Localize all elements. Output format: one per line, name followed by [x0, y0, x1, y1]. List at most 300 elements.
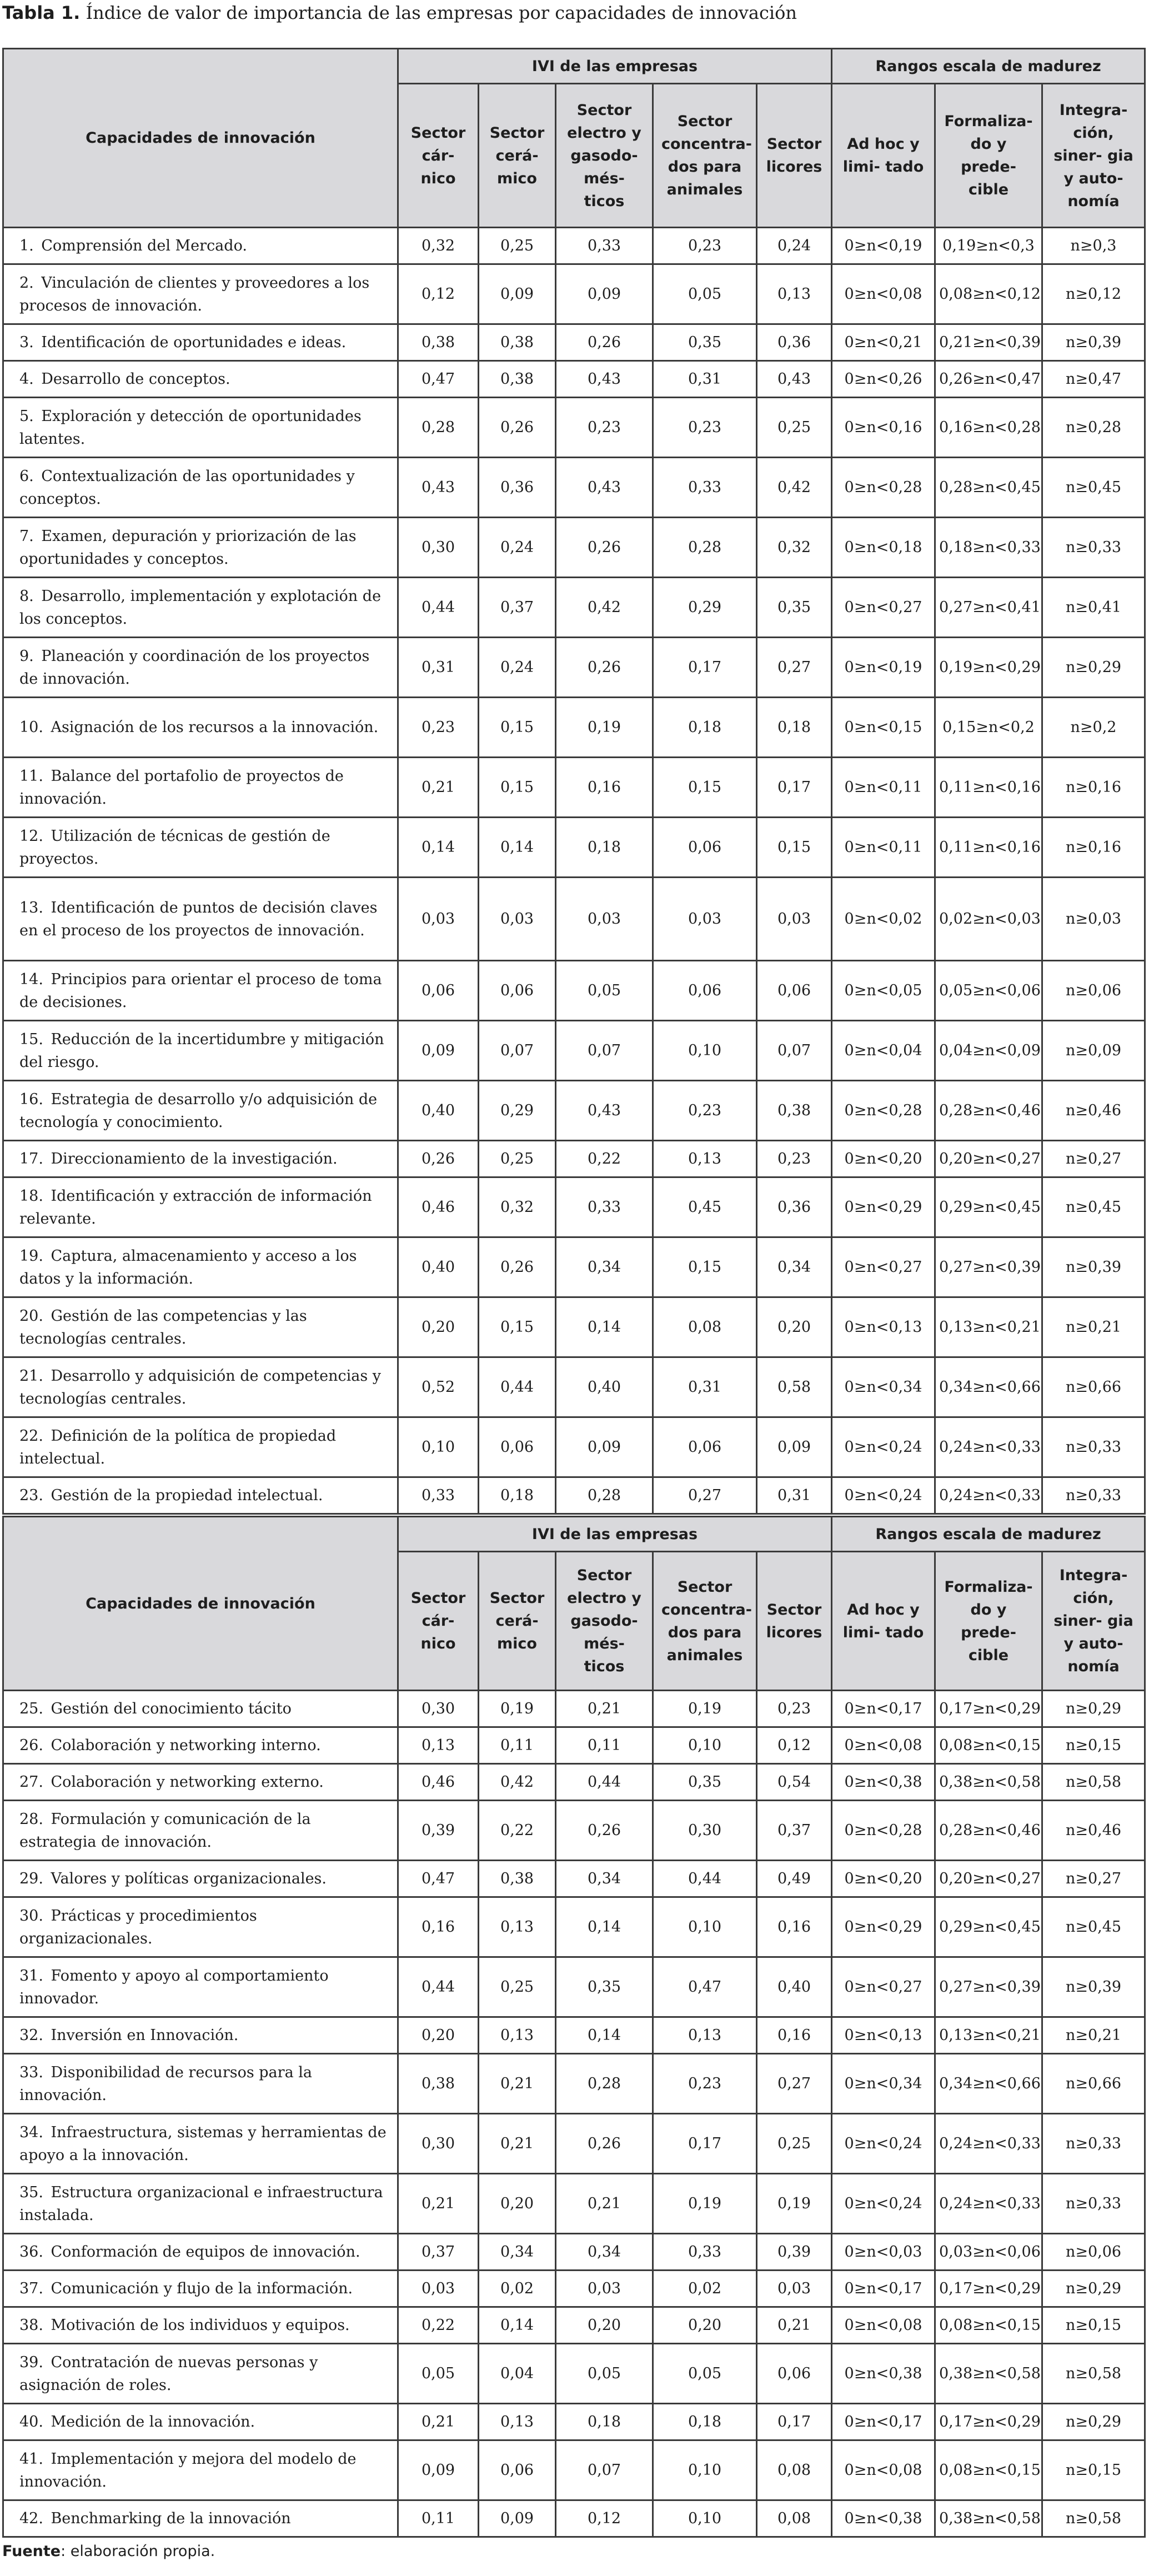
- table-row: [3, 2174, 1145, 2234]
- cell-capacidad: 31. Fomento y apoyo al comportamiento innovador.: [3, 1957, 398, 2017]
- table-row: [3, 878, 1145, 961]
- cell-sector-licores: 0,19: [757, 2174, 832, 2234]
- cell-capacidad: 6. Contextualización de las oportunidades y conceptos.: [3, 458, 398, 518]
- cell-sector-licores: 0,27: [757, 2054, 832, 2114]
- table-row: [3, 1764, 1145, 1801]
- cell-sector-concentrados: 0,29: [653, 578, 757, 638]
- cell-sector-concentrados: 0,15: [653, 758, 757, 818]
- cell-formalizado: 0,28≥n<0,46: [935, 1081, 1042, 1141]
- cell-ad-hoc: 0≥n<0,04: [832, 1021, 935, 1081]
- cell-sector-carnico: 0,03: [398, 2271, 479, 2307]
- cell-sector-carnico: 0,31: [398, 638, 479, 698]
- cell-ad-hoc: 0≥n<0,34: [832, 2054, 935, 2114]
- header-sector-carnico: Sector cár- nico: [398, 84, 479, 228]
- cell-sector-licores: 0,17: [757, 2404, 832, 2440]
- cell-ad-hoc: 0≥n<0,24: [832, 2174, 935, 2234]
- cell-ad-hoc: 0≥n<0,27: [832, 1957, 935, 2017]
- cell-ad-hoc: 0≥n<0,38: [832, 1764, 935, 1801]
- cell-sector-electro: 0,21: [556, 1691, 653, 1727]
- cell-formalizado: 0,04≥n<0,09: [935, 1021, 1042, 1081]
- cell-sector-ceramico: 0,25: [479, 1957, 556, 2017]
- cell-sector-electro: 0,09: [556, 264, 653, 324]
- cell-formalizado: 0,38≥n<0,58: [935, 2344, 1042, 2404]
- cell-capacidad: 30. Prácticas y procedimientos organizacionales.: [3, 1897, 398, 1957]
- cell-formalizado: 0,15≥n<0,2: [935, 698, 1042, 758]
- cell-sector-carnico: 0,43: [398, 458, 479, 518]
- cell-sector-electro: 0,14: [556, 2017, 653, 2054]
- cell-ad-hoc: 0≥n<0,20: [832, 1141, 935, 1177]
- cell-formalizado: 0,20≥n<0,27: [935, 1861, 1042, 1897]
- cell-formalizado: 0,34≥n<0,66: [935, 2054, 1042, 2114]
- cell-formalizado: 0,08≥n<0,15: [935, 2307, 1042, 2344]
- cell-sector-ceramico: 0,06: [479, 2440, 556, 2500]
- cell-integracion: n≥0,33: [1042, 2174, 1145, 2234]
- cell-sector-electro: 0,11: [556, 1727, 653, 1764]
- cell-formalizado: 0,08≥n<0,15: [935, 1727, 1042, 1764]
- cell-ad-hoc: 0≥n<0,26: [832, 361, 935, 398]
- cell-sector-electro: 0,14: [556, 1297, 653, 1357]
- cell-integracion: n≥0,45: [1042, 1897, 1145, 1957]
- cell-sector-electro: 0,43: [556, 361, 653, 398]
- cell-integracion: n≥0,29: [1042, 638, 1145, 698]
- cell-sector-electro: 0,09: [556, 1417, 653, 1477]
- table-row: [3, 458, 1145, 518]
- cell-sector-carnico: 0,22: [398, 2307, 479, 2344]
- table-row: [3, 758, 1145, 818]
- cell-sector-licores: 0,25: [757, 2114, 832, 2174]
- cell-formalizado: 0,38≥n<0,58: [935, 1764, 1042, 1801]
- cell-integracion: n≥0,33: [1042, 1477, 1145, 1514]
- cell-formalizado: 0,13≥n<0,21: [935, 1297, 1042, 1357]
- cell-integracion: n≥0,47: [1042, 361, 1145, 398]
- cell-sector-concentrados: 0,10: [653, 1727, 757, 1764]
- table-row: [3, 1727, 1145, 1764]
- cell-sector-electro: 0,03: [556, 2271, 653, 2307]
- source-text: : elaboración propia.: [61, 2543, 215, 2560]
- cell-sector-electro: 0,20: [556, 2307, 653, 2344]
- cell-integracion: n≥0,16: [1042, 818, 1145, 878]
- cell-sector-concentrados: 0,47: [653, 1957, 757, 2017]
- cell-sector-electro: 0,33: [556, 1177, 653, 1237]
- cell-sector-carnico: 0,16: [398, 1897, 479, 1957]
- table-row: [3, 1357, 1145, 1417]
- cell-sector-ceramico: 0,09: [479, 2500, 556, 2537]
- cell-integracion: n≥0,58: [1042, 2344, 1145, 2404]
- cell-capacidad: 12. Utilización de técnicas de gestión de proyectos.: [3, 818, 398, 878]
- cell-sector-electro: 0,18: [556, 818, 653, 878]
- cell-sector-carnico: 0,32: [398, 228, 479, 264]
- cell-sector-ceramico: 0,21: [479, 2054, 556, 2114]
- cell-ad-hoc: 0≥n<0,24: [832, 1477, 935, 1514]
- cell-ad-hoc: 0≥n<0,08: [832, 2307, 935, 2344]
- cell-sector-concentrados: 0,06: [653, 1417, 757, 1477]
- cell-integracion: n≥0,15: [1042, 2307, 1145, 2344]
- cell-sector-carnico: 0,06: [398, 961, 479, 1021]
- cell-formalizado: 0,11≥n<0,16: [935, 818, 1042, 878]
- cell-sector-electro: 0,43: [556, 1081, 653, 1141]
- cell-sector-ceramico: 0,36: [479, 458, 556, 518]
- cell-sector-ceramico: 0,25: [479, 228, 556, 264]
- table-row: [3, 2344, 1145, 2404]
- cell-sector-ceramico: 0,15: [479, 758, 556, 818]
- cell-integracion: n≥0,15: [1042, 2440, 1145, 2500]
- cell-sector-ceramico: 0,26: [479, 398, 556, 458]
- cell-sector-concentrados: 0,45: [653, 1177, 757, 1237]
- cell-capacidad: 13. Identificación de puntos de decisión claves en el proceso de los proyectos de innovación.: [3, 878, 398, 961]
- cell-sector-carnico: 0,46: [398, 1177, 479, 1237]
- cell-sector-licores: 0,12: [757, 1727, 832, 1764]
- header-rangos-group: Rangos escala de madurez: [832, 49, 1145, 84]
- cell-formalizado: 0,28≥n<0,45: [935, 458, 1042, 518]
- cell-sector-licores: 0,08: [757, 2440, 832, 2500]
- cell-formalizado: 0,27≥n<0,39: [935, 1957, 1042, 2017]
- cell-integracion: n≥0,39: [1042, 1237, 1145, 1297]
- cell-sector-licores: 0,58: [757, 1357, 832, 1417]
- header-sector-electro: Sector electro y gasodo- més- ticos: [556, 84, 653, 228]
- cell-sector-licores: 0,07: [757, 1021, 832, 1081]
- caption-text: Índice de valor de importancia de las empresas por capacidades de innovación: [86, 2, 797, 23]
- cell-capacidad: 39. Contratación de nuevas personas y asignación de roles.: [3, 2344, 398, 2404]
- cell-sector-carnico: 0,09: [398, 1021, 479, 1081]
- cell-sector-concentrados: 0,27: [653, 1477, 757, 1514]
- cell-sector-ceramico: 0,13: [479, 2404, 556, 2440]
- table-row: [3, 698, 1145, 758]
- cell-sector-concentrados: 0,03: [653, 878, 757, 961]
- cell-sector-licores: 0,54: [757, 1764, 832, 1801]
- cell-capacidad: 40. Medición de la innovación.: [3, 2404, 398, 2440]
- cell-sector-electro: 0,21: [556, 2174, 653, 2234]
- cell-sector-electro: 0,14: [556, 1897, 653, 1957]
- cell-sector-ceramico: 0,32: [479, 1177, 556, 1237]
- table-row: [3, 638, 1145, 698]
- table-row: [3, 2500, 1145, 2537]
- cell-integracion: n≥0,28: [1042, 398, 1145, 458]
- cell-integracion: n≥0,21: [1042, 2017, 1145, 2054]
- cell-sector-licores: 0,03: [757, 878, 832, 961]
- header-sector-concentrados: Sector concentra- dos para animales: [653, 84, 757, 228]
- cell-sector-carnico: 0,28: [398, 398, 479, 458]
- cell-ad-hoc: 0≥n<0,24: [832, 1417, 935, 1477]
- cell-sector-ceramico: 0,25: [479, 1141, 556, 1177]
- cell-integracion: n≥0,41: [1042, 578, 1145, 638]
- table-row: [3, 1861, 1145, 1897]
- cell-ad-hoc: 0≥n<0,27: [832, 1237, 935, 1297]
- cell-ad-hoc: 0≥n<0,28: [832, 1801, 935, 1861]
- header-ivi-group: IVI de las empresas: [398, 49, 832, 84]
- cell-capacidad: 16. Estrategia de desarrollo y/o adquisición de tecnología y conocimiento.: [3, 1081, 398, 1141]
- cell-sector-ceramico: 0,11: [479, 1727, 556, 1764]
- cell-integracion: n≥0,15: [1042, 1727, 1145, 1764]
- table-row: [3, 1477, 1145, 1514]
- cell-sector-carnico: 0,47: [398, 1861, 479, 1897]
- cell-sector-ceramico: 0,18: [479, 1477, 556, 1514]
- table-row: [3, 1957, 1145, 2017]
- cell-integracion: n≥0,66: [1042, 1357, 1145, 1417]
- table-row: [3, 2307, 1145, 2344]
- header-sector-licores: Sector licores: [757, 84, 832, 228]
- cell-capacidad: 17. Direccionamiento de la investigación.: [3, 1141, 398, 1177]
- cell-formalizado: 0,34≥n<0,66: [935, 1357, 1042, 1417]
- cell-sector-ceramico: 0,07: [479, 1021, 556, 1081]
- cell-formalizado: 0,21≥n<0,39: [935, 324, 1042, 361]
- cell-sector-licores: 0,24: [757, 228, 832, 264]
- cell-sector-concentrados: 0,08: [653, 1297, 757, 1357]
- cell-ad-hoc: 0≥n<0,38: [832, 2500, 935, 2537]
- cell-ad-hoc: 0≥n<0,17: [832, 2404, 935, 2440]
- cell-capacidad: 7. Examen, depuración y priorización de las oportunidades y conceptos.: [3, 518, 398, 578]
- cell-integracion: n≥0,03: [1042, 878, 1145, 961]
- table-row: [3, 1417, 1145, 1477]
- cell-sector-electro: 0,34: [556, 1237, 653, 1297]
- cell-integracion: n≥0,33: [1042, 2114, 1145, 2174]
- cell-ad-hoc: 0≥n<0,03: [832, 2234, 935, 2271]
- cell-integracion: n≥0,12: [1042, 264, 1145, 324]
- cell-sector-carnico: 0,33: [398, 1477, 479, 1514]
- cell-sector-ceramico: 0,44: [479, 1357, 556, 1417]
- header-formalizado: Formaliza- do y prede- cible: [935, 84, 1042, 228]
- caption-label: Tabla 1.: [2, 2, 81, 23]
- cell-sector-electro: 0,28: [556, 2054, 653, 2114]
- cell-formalizado: 0,17≥n<0,29: [935, 2271, 1042, 2307]
- cell-integracion: n≥0,29: [1042, 2404, 1145, 2440]
- header-capacidades: Capacidades de innovación: [3, 1517, 398, 1691]
- cell-formalizado: 0,19≥n<0,29: [935, 638, 1042, 698]
- cell-ad-hoc: 0≥n<0,08: [832, 1727, 935, 1764]
- cell-integracion: n≥0,29: [1042, 2271, 1145, 2307]
- cell-sector-electro: 0,07: [556, 2440, 653, 2500]
- cell-sector-ceramico: 0,38: [479, 361, 556, 398]
- cell-sector-concentrados: 0,15: [653, 1237, 757, 1297]
- cell-integracion: n≥0,45: [1042, 458, 1145, 518]
- cell-sector-concentrados: 0,30: [653, 1801, 757, 1861]
- table-row: [3, 1141, 1145, 1177]
- cell-integracion: n≥0,06: [1042, 961, 1145, 1021]
- cell-sector-licores: 0,36: [757, 1177, 832, 1237]
- table-row: [3, 2440, 1145, 2500]
- table-row: [3, 264, 1145, 324]
- cell-sector-ceramico: 0,21: [479, 2114, 556, 2174]
- cell-sector-electro: 0,44: [556, 1764, 653, 1801]
- table-row: [3, 2054, 1145, 2114]
- cell-integracion: n≥0,39: [1042, 324, 1145, 361]
- cell-sector-carnico: 0,39: [398, 1801, 479, 1861]
- cell-sector-electro: 0,34: [556, 2234, 653, 2271]
- cell-capacidad: 9. Planeación y coordinación de los proyectos de innovación.: [3, 638, 398, 698]
- cell-sector-carnico: 0,20: [398, 2017, 479, 2054]
- cell-capacidad: 1. Comprensión del Mercado.: [3, 228, 398, 264]
- cell-sector-ceramico: 0,14: [479, 818, 556, 878]
- cell-sector-concentrados: 0,19: [653, 2174, 757, 2234]
- cell-ad-hoc: 0≥n<0,11: [832, 818, 935, 878]
- cell-sector-ceramico: 0,42: [479, 1764, 556, 1801]
- cell-capacidad: 8. Desarrollo, implementación y explotación de los conceptos.: [3, 578, 398, 638]
- cell-formalizado: 0,18≥n<0,33: [935, 518, 1042, 578]
- cell-capacidad: 15. Reducción de la incertidumbre y mitigación del riesgo.: [3, 1021, 398, 1081]
- cell-sector-concentrados: 0,35: [653, 1764, 757, 1801]
- cell-integracion: n≥0,09: [1042, 1021, 1145, 1081]
- cell-sector-concentrados: 0,05: [653, 264, 757, 324]
- table-row: [3, 818, 1145, 878]
- cell-sector-concentrados: 0,28: [653, 518, 757, 578]
- cell-sector-ceramico: 0,37: [479, 578, 556, 638]
- header-sector-concentrados: Sector concentra- dos para animales: [653, 1552, 757, 1691]
- cell-sector-licores: 0,36: [757, 324, 832, 361]
- cell-sector-licores: 0,21: [757, 2307, 832, 2344]
- cell-formalizado: 0,29≥n<0,45: [935, 1897, 1042, 1957]
- cell-sector-electro: 0,35: [556, 1957, 653, 2017]
- cell-sector-licores: 0,09: [757, 1417, 832, 1477]
- cell-ad-hoc: 0≥n<0,29: [832, 1897, 935, 1957]
- cell-ad-hoc: 0≥n<0,13: [832, 1297, 935, 1357]
- cell-sector-licores: 0,03: [757, 2271, 832, 2307]
- cell-integracion: n≥0,58: [1042, 1764, 1145, 1801]
- cell-sector-licores: 0,17: [757, 758, 832, 818]
- cell-sector-concentrados: 0,23: [653, 398, 757, 458]
- cell-sector-electro: 0,23: [556, 398, 653, 458]
- cell-integracion: n≥0,2: [1042, 698, 1145, 758]
- cell-sector-carnico: 0,47: [398, 361, 479, 398]
- cell-sector-ceramico: 0,02: [479, 2271, 556, 2307]
- cell-sector-licores: 0,27: [757, 638, 832, 698]
- cell-sector-carnico: 0,12: [398, 264, 479, 324]
- cell-sector-carnico: 0,11: [398, 2500, 479, 2537]
- cell-capacidad: 3. Identificación de oportunidades e ideas.: [3, 324, 398, 361]
- cell-capacidad: 4. Desarrollo de conceptos.: [3, 361, 398, 398]
- cell-sector-carnico: 0,30: [398, 1691, 479, 1727]
- source-label: Fuente: [2, 2543, 61, 2560]
- cell-sector-carnico: 0,44: [398, 578, 479, 638]
- cell-sector-concentrados: 0,33: [653, 458, 757, 518]
- cell-sector-ceramico: 0,15: [479, 1297, 556, 1357]
- cell-sector-carnico: 0,14: [398, 818, 479, 878]
- cell-integracion: n≥0,27: [1042, 1861, 1145, 1897]
- cell-formalizado: 0,28≥n<0,46: [935, 1801, 1042, 1861]
- cell-capacidad: 32. Inversión en Innovación.: [3, 2017, 398, 2054]
- cell-sector-licores: 0,18: [757, 698, 832, 758]
- cell-sector-ceramico: 0,29: [479, 1081, 556, 1141]
- cell-sector-electro: 0,22: [556, 1141, 653, 1177]
- cell-sector-electro: 0,26: [556, 324, 653, 361]
- cell-sector-concentrados: 0,17: [653, 2114, 757, 2174]
- cell-sector-carnico: 0,38: [398, 324, 479, 361]
- cell-sector-ceramico: 0,15: [479, 698, 556, 758]
- cell-ad-hoc: 0≥n<0,34: [832, 1357, 935, 1417]
- cell-sector-ceramico: 0,24: [479, 638, 556, 698]
- cell-integracion: n≥0,46: [1042, 1081, 1145, 1141]
- cell-sector-carnico: 0,40: [398, 1081, 479, 1141]
- table-caption: [2, 1, 797, 24]
- cell-sector-carnico: 0,09: [398, 2440, 479, 2500]
- cell-sector-carnico: 0,52: [398, 1357, 479, 1417]
- cell-formalizado: 0,27≥n<0,41: [935, 578, 1042, 638]
- cell-ad-hoc: 0≥n<0,28: [832, 1081, 935, 1141]
- cell-sector-concentrados: 0,13: [653, 2017, 757, 2054]
- cell-integracion: n≥0,66: [1042, 2054, 1145, 2114]
- cell-sector-electro: 0,33: [556, 228, 653, 264]
- table-row: [3, 1801, 1145, 1861]
- cell-sector-ceramico: 0,06: [479, 961, 556, 1021]
- cell-integracion: n≥0,06: [1042, 2234, 1145, 2271]
- source-note: [2, 2542, 215, 2562]
- cell-sector-ceramico: 0,38: [479, 1861, 556, 1897]
- table-row: [3, 1237, 1145, 1297]
- cell-ad-hoc: 0≥n<0,15: [832, 698, 935, 758]
- cell-formalizado: 0,08≥n<0,12: [935, 264, 1042, 324]
- cell-sector-concentrados: 0,05: [653, 2344, 757, 2404]
- cell-sector-electro: 0,42: [556, 578, 653, 638]
- cell-ad-hoc: 0≥n<0,13: [832, 2017, 935, 2054]
- cell-ad-hoc: 0≥n<0,05: [832, 961, 935, 1021]
- cell-integracion: n≥0,46: [1042, 1801, 1145, 1861]
- cell-capacidad: 25. Gestión del conocimiento tácito: [3, 1691, 398, 1727]
- cell-capacidad: 34. Infraestructura, sistemas y herramientas de apoyo a la innovación.: [3, 2114, 398, 2174]
- table-row: [3, 578, 1145, 638]
- table-row: [3, 2271, 1145, 2307]
- table-row: [3, 2017, 1145, 2054]
- table-row: [3, 1081, 1145, 1141]
- cell-sector-electro: 0,26: [556, 1801, 653, 1861]
- cell-sector-licores: 0,08: [757, 2500, 832, 2537]
- table-row: [3, 2234, 1145, 2271]
- cell-sector-licores: 0,49: [757, 1861, 832, 1897]
- header-sector-electro: Sector electro y gasodo- més- ticos: [556, 1552, 653, 1691]
- cell-ad-hoc: 0≥n<0,24: [832, 2114, 935, 2174]
- table2-body: [3, 1691, 1145, 2537]
- cell-sector-licores: 0,37: [757, 1801, 832, 1861]
- table-row: [3, 361, 1145, 398]
- cell-capacidad: 41. Implementación y mejora del modelo de innovación.: [3, 2440, 398, 2500]
- cell-sector-licores: 0,42: [757, 458, 832, 518]
- cell-formalizado: 0,11≥n<0,16: [935, 758, 1042, 818]
- cell-sector-carnico: 0,20: [398, 1297, 479, 1357]
- cell-sector-electro: 0,18: [556, 2404, 653, 2440]
- table-row: [3, 1021, 1145, 1081]
- cell-ad-hoc: 0≥n<0,16: [832, 398, 935, 458]
- cell-sector-concentrados: 0,10: [653, 1021, 757, 1081]
- cell-sector-electro: 0,19: [556, 698, 653, 758]
- cell-formalizado: 0,17≥n<0,29: [935, 2404, 1042, 2440]
- cell-sector-concentrados: 0,17: [653, 638, 757, 698]
- cell-formalizado: 0,29≥n<0,45: [935, 1177, 1042, 1237]
- cell-sector-electro: 0,28: [556, 1477, 653, 1514]
- header-sector-licores: Sector licores: [757, 1552, 832, 1691]
- cell-ad-hoc: 0≥n<0,19: [832, 228, 935, 264]
- cell-integracion: n≥0,45: [1042, 1177, 1145, 1237]
- cell-sector-carnico: 0,03: [398, 878, 479, 961]
- cell-sector-ceramico: 0,34: [479, 2234, 556, 2271]
- cell-ad-hoc: 0≥n<0,11: [832, 758, 935, 818]
- cell-sector-carnico: 0,30: [398, 2114, 479, 2174]
- cell-sector-licores: 0,13: [757, 264, 832, 324]
- cell-capacidad: 42. Benchmarking de la innovación: [3, 2500, 398, 2537]
- cell-integracion: n≥0,33: [1042, 518, 1145, 578]
- cell-sector-ceramico: 0,13: [479, 2017, 556, 2054]
- header-integracion: Integra- ción, siner- gia y auto- nomía: [1042, 1552, 1145, 1691]
- cell-sector-concentrados: 0,02: [653, 2271, 757, 2307]
- cell-formalizado: 0,17≥n<0,29: [935, 1691, 1042, 1727]
- table-row: [3, 1177, 1145, 1237]
- cell-sector-ceramico: 0,06: [479, 1417, 556, 1477]
- cell-sector-carnico: 0,37: [398, 2234, 479, 2271]
- cell-formalizado: 0,26≥n<0,47: [935, 361, 1042, 398]
- cell-sector-concentrados: 0,10: [653, 1897, 757, 1957]
- header-sector-ceramico: Sector cerá- mico: [479, 1552, 556, 1691]
- cell-sector-ceramico: 0,13: [479, 1897, 556, 1957]
- cell-sector-licores: 0,43: [757, 361, 832, 398]
- cell-sector-carnico: 0,30: [398, 518, 479, 578]
- cell-sector-carnico: 0,21: [398, 2174, 479, 2234]
- cell-sector-electro: 0,43: [556, 458, 653, 518]
